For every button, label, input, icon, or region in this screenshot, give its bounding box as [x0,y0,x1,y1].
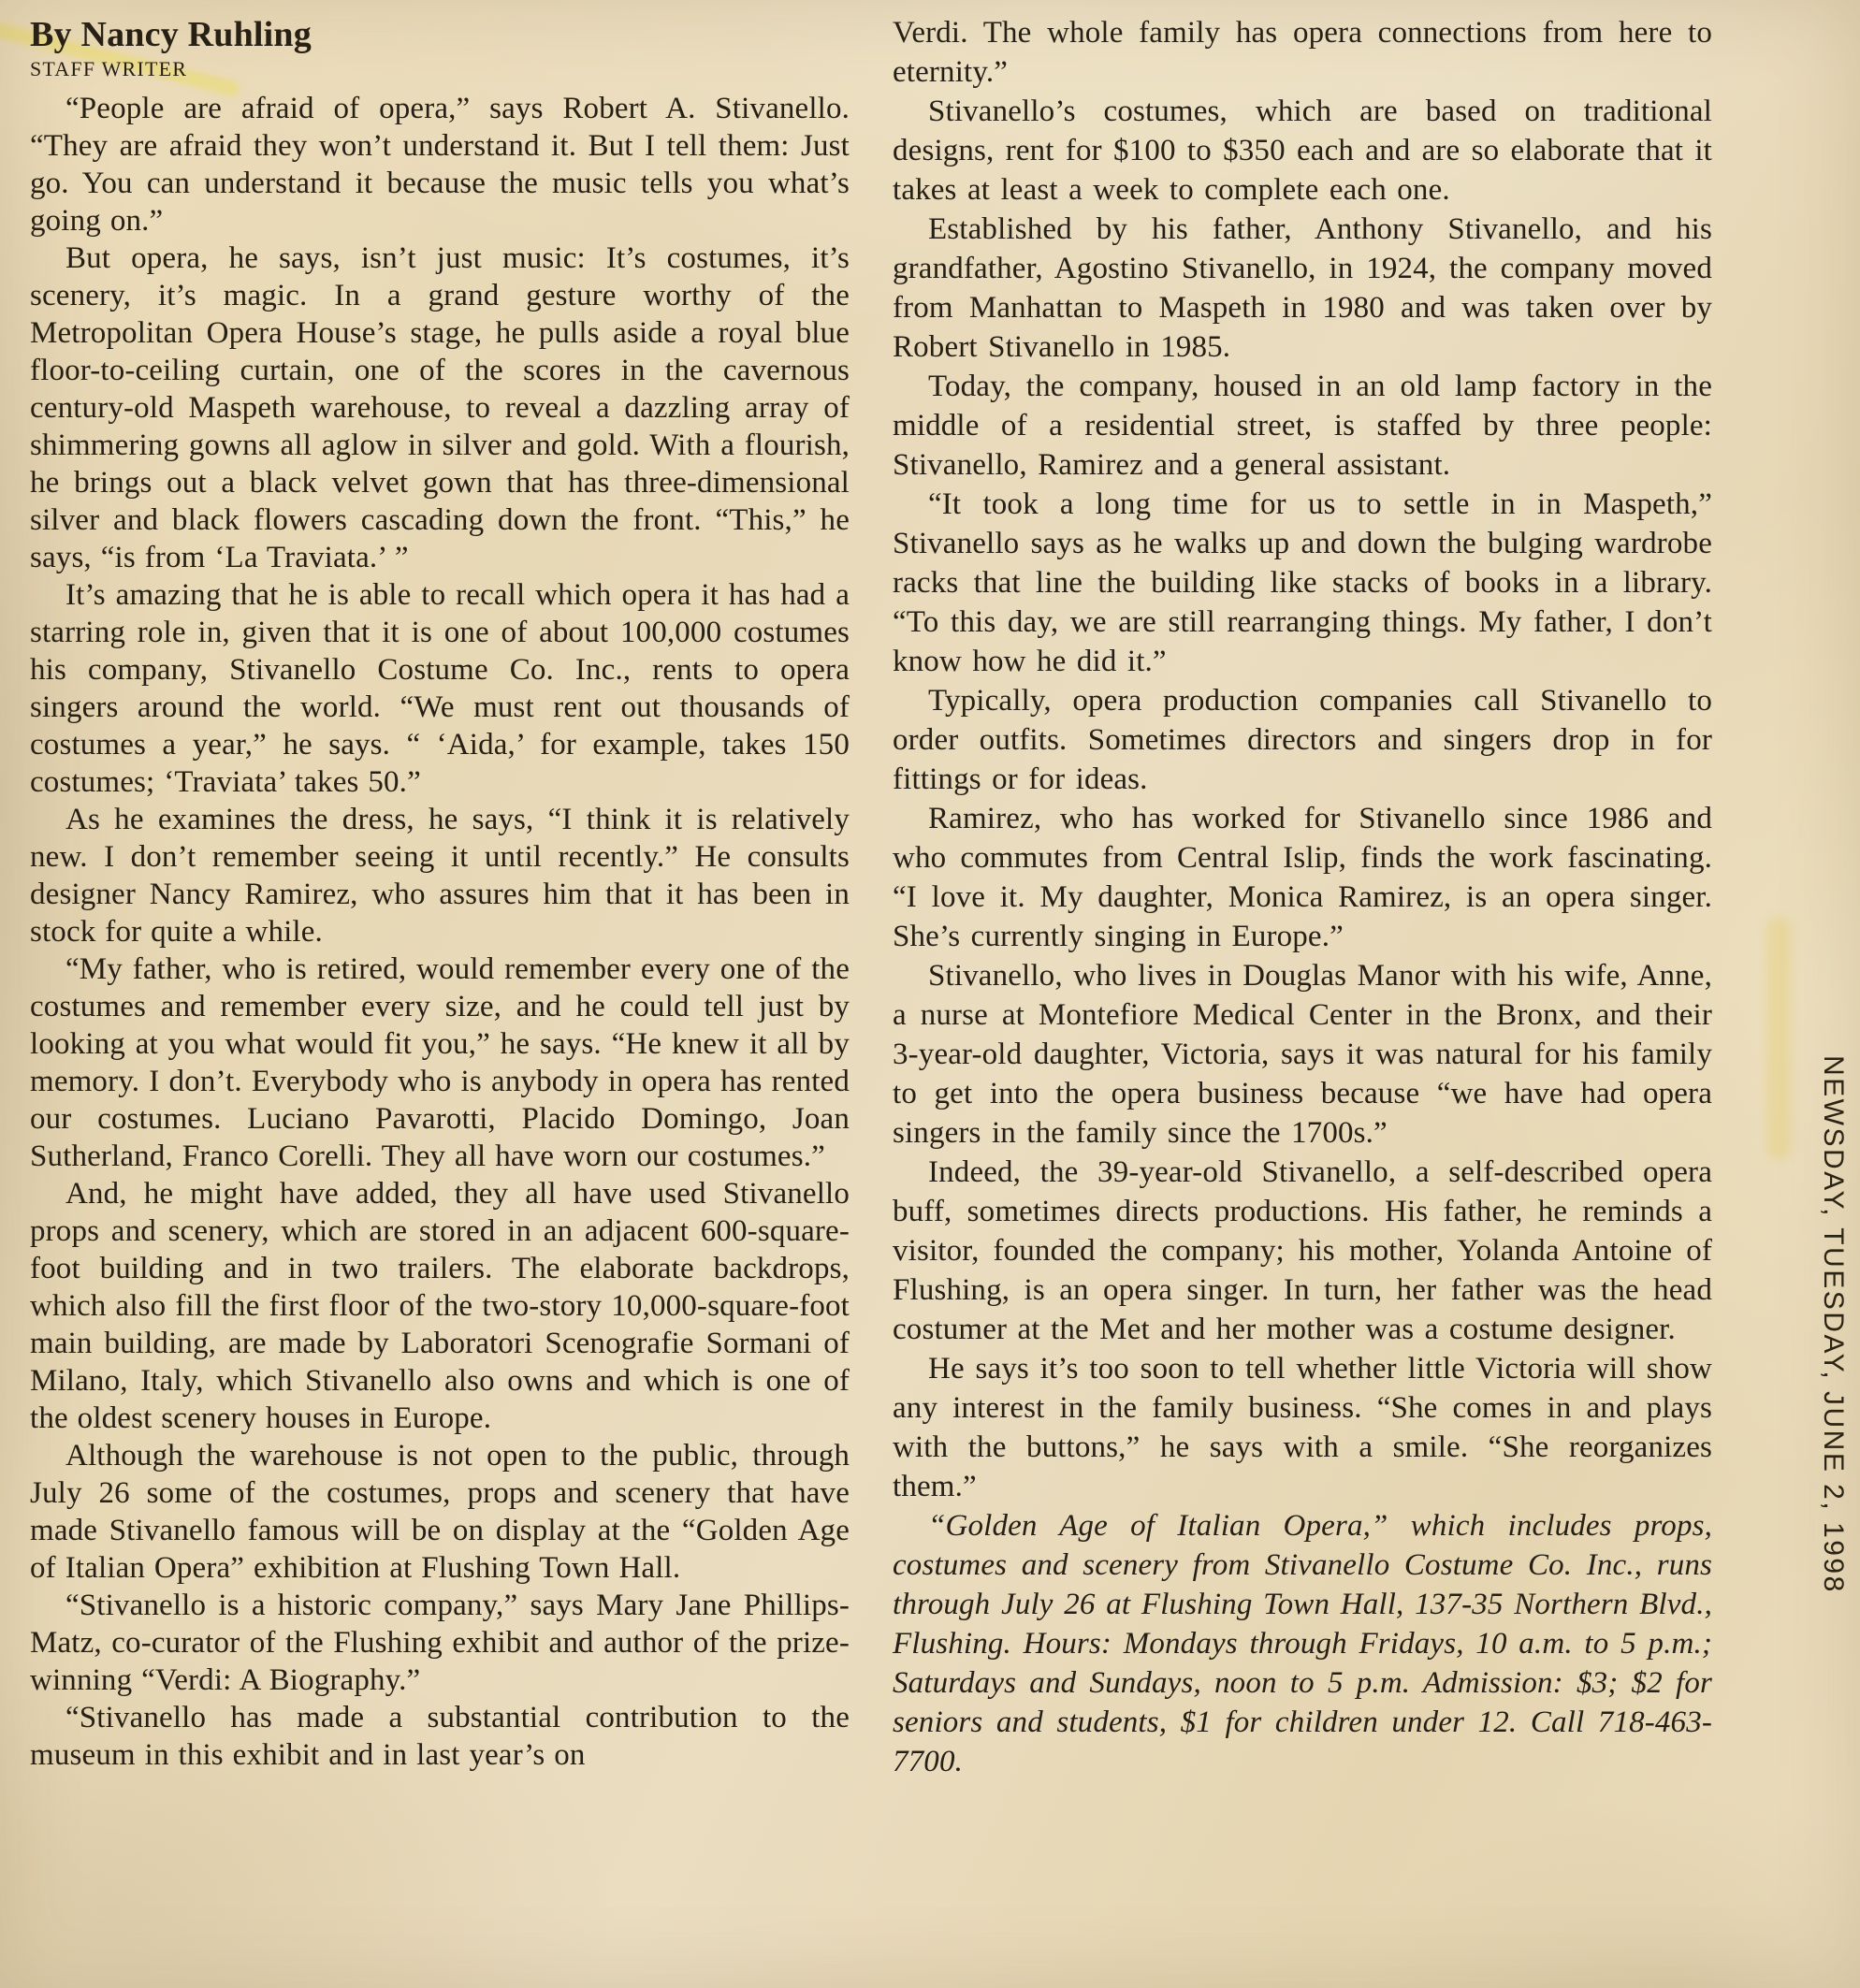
article-paragraph: “Stivanello has made a substantial contribution to the museum in this exhibit and in last year’s on [30,1701,850,1772]
byline-role: STAFF WRITER [30,57,188,80]
article-paragraph: “It took a long time for us to settle in in Maspeth,” Stivanello says as he walks up and down the bulging wardrobe racks that line the building like stacks of books in a library. “To this day, we are still rearranging things. My father, I don’t know how he did it.” [893,487,1712,678]
article-paragraph: Ramirez, who has worked for Stivanello since 1986 and who commutes from Central Islip, finds the work fascinating. “I love it. My daughter, Monica Ramirez, is an opera singer. She’s currently singing in Europe.” [893,802,1712,953]
article-paragraph: Stivanello, who lives in Douglas Manor with his wife, Anne, a nurse at Montefiore Medical Center in the Bronx, and their 3-year-old daughter, Victoria, says it was natural for his family to get into the opera business because “we have had opera singers in the family since the 1700s.” [893,959,1712,1150]
article-paragraph: Although the warehouse is not open to the public, through July 26 some of the costumes, props and scenery that have made Stivanello famous will be on display at the “Golden Age of Italian Opera” exhibition at Flushing Town Hall. [30,1439,850,1585]
article-paragraph: “People are afraid of opera,” says Robert A. Stivanello. “They are afraid they won’t understand it. But I tell them: Just go. You can understand it because the music tells you what’s going on.” [30,92,850,238]
paper-stain [1766,917,1791,1160]
article-paragraph: Today, the company, housed in an old lamp factory in the middle of a residential street, is staffed by three people: Stivanello, Ramirez and a general assistant. [893,370,1712,482]
article-paragraph: Typically, opera production companies call Stivanello to order outfits. Sometimes directors and singers drop in for fittings or for ideas. [893,684,1712,796]
byline: By Nancy Ruhling [30,15,312,54]
article-column-right [893,13,1712,1781]
article-paragraph: Indeed, the 39-year-old Stivanello, a self-described opera buff, sometimes directs productions. His father, he reminds a visitor, founded the company; his mother, Yolanda Antoine of Flushing, is an opera singer. In turn, her father was the head costumer at the Met and her mother was a costume designer. [893,1155,1712,1346]
article-paragraph: Established by his father, Anthony Stivanello, and his grandfather, Agostino Stivanello, in 1924, the company moved from Manhattan to Maspeth in 1980 and was taken over by Robert Stivanello in 1985. [893,212,1712,364]
article-paragraph: Stivanello’s costumes, which are based on traditional designs, rent for $100 to $350 each and are so elaborate that it takes at least a week to complete each one. [893,94,1712,207]
article-paragraph: And, he might have added, they all have used Stivanello props and scenery, which are stored in an adjacent 600-square-foot building and in two trailers. The elaborate backdrops, which also fill the first floor of the two-story 10,000-square-foot main building, are made by Laboratori Scenografie Sormani of Milano, Italy, which Stivanello also owns and which is one of the oldest scenery houses in Europe. [30,1177,850,1435]
newspaper-edition-sideline: NEWSDAY, TUESDAY, JUNE 2, 1998 [1818,1055,1849,1594]
article-paragraph: As he examines the dress, he says, “I think it is relatively new. I don’t remember seeing it until recently.” He consults designer Nancy Ramirez, who assures him that it has been in stock for quite a while. [30,803,850,949]
article-paragraph: “Golden Age of Italian Opera,” which includes props, costumes and scenery from Stivanello Costume Co. Inc., runs through July 26 at Flushing Town Hall, 137-35 Northern Blvd., Flushing. Hours: Mondays through Fridays, 10 a.m. to 5 p.m.; Saturdays and Sundays, noon to 5 p.m. Admission: $3; $2 for seniors and students, $1 for children under 12. Call 718-463-7700. [893,1509,1712,1778]
article-paragraph: “My father, who is retired, would remember every one of the costumes and remember every size, and he could tell just by looking at you what would fit you,” he says. “He knew it all by memory. I don’t. Everybody who is anybody in opera has rented our costumes. Luciano Pavarotti, Placido Domingo, Joan Sutherland, Franco Corelli. They all have worn our costumes.” [30,952,850,1173]
article-paragraph: It’s amazing that he is able to recall which opera it has had a starring role in, given that it is one of about 100,000 costumes his company, Stivanello Costume Co. Inc., rents to opera singers around the world. “We must rent out thousands of costumes a year,” he says. “ ‘Aida,’ for example, takes 150 costumes; ‘Traviata’ takes 50.” [30,578,850,799]
article-paragraph: But opera, he says, isn’t just music: It’s costumes, it’s scenery, it’s magic. In a grand gesture worthy of the Metropolitan Opera House’s stage, he pulls aside a royal blue floor-to-ceiling curtain, one of the scores in the cavernous century-old Maspeth warehouse, to reveal a dazzling array of shimmering gowns all aglow in silver and gold. With a flourish, he brings out a black velvet gown that has three-dimensional silver and black flowers cascading down the front. “This,” he says, “is from ‘La Traviata.’ ” [30,241,850,574]
article-paragraph: “Stivanello is a historic company,” says Mary Jane Phillips-Matz, co-curator of the Flushing exhibit and author of the prize-winning “Verdi: A Biography.” [30,1589,850,1697]
article-paragraph: Verdi. The whole family has opera connections from here to eternity.” [893,16,1712,89]
byline-block [30,13,850,82]
article-column-left [30,13,850,1781]
article-body [30,13,1712,1781]
article-paragraph: He says it’s too soon to tell whether little Victoria will show any interest in the family business. “She comes in and plays with the buttons,” he says with a smile. “She reorganizes them.” [893,1352,1712,1503]
